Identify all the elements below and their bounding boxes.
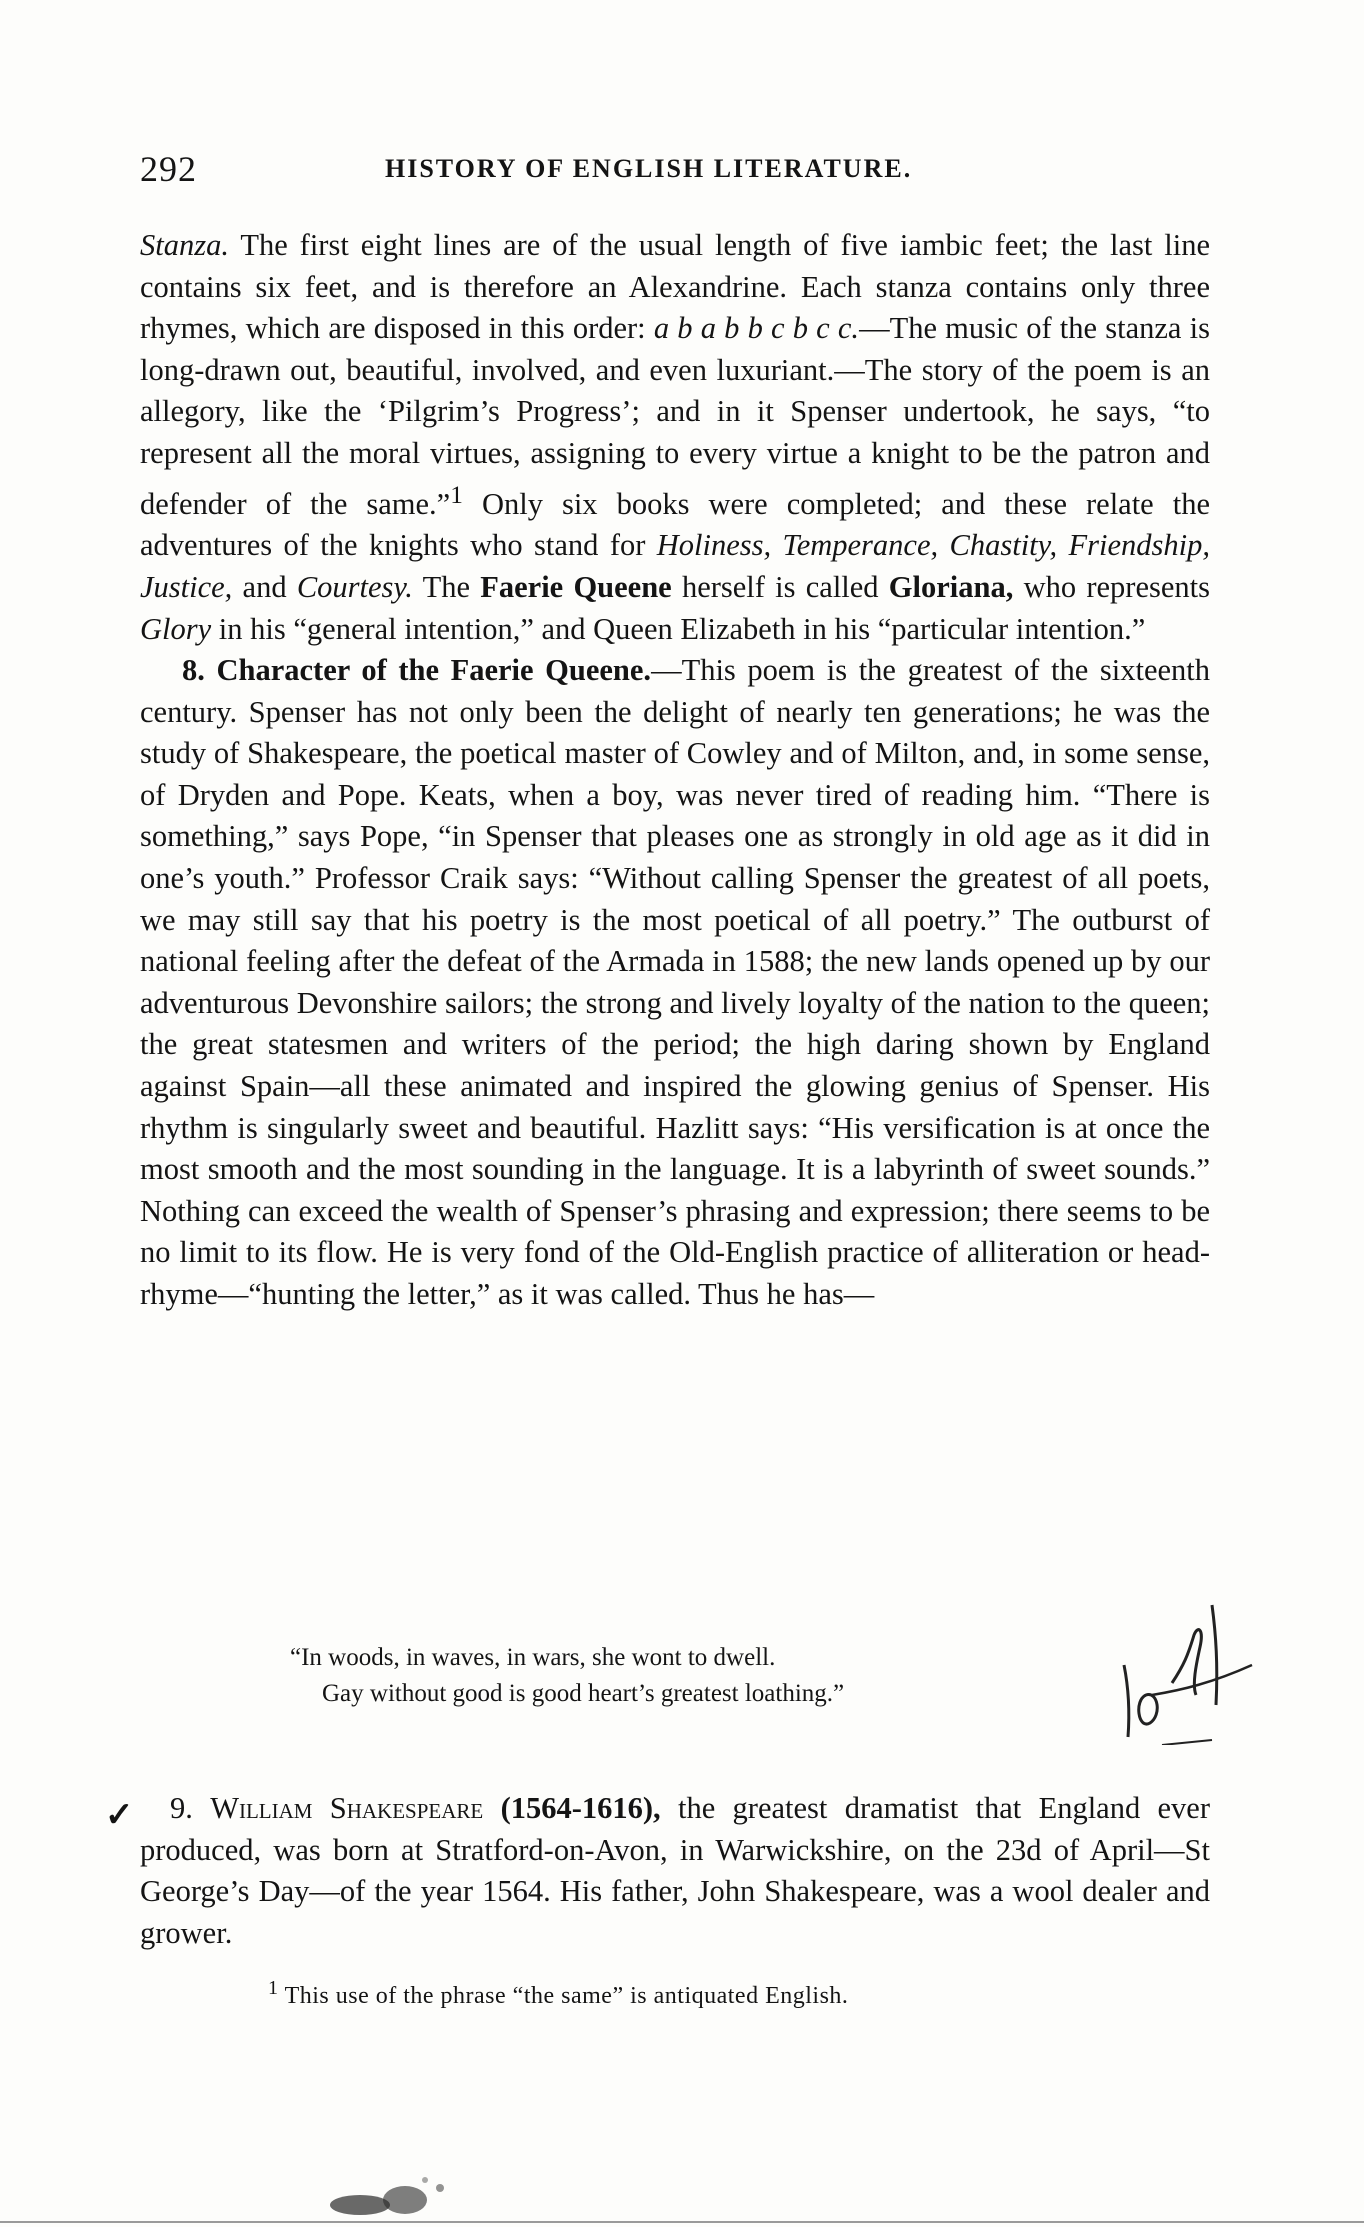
running-title: HISTORY OF ENGLISH LITERATURE. <box>385 154 913 183</box>
rhyme-scheme: a b a b b c b c c. <box>653 311 860 346</box>
paragraph-character-faerie-queene: 8. Character of the Faerie Queene.—This poem is the greatest of the sixteenth century. Spenser has not only been the delight of nearly ten generations; he was the study of Shakespeare, the poetical master of Cowley and of Milton, and, in some sense, of Dryden and Pope. Keats, when a boy, was never tired of reading him. “There is something,” says Pope, “in Spenser that pleases one as strongly in old age as it did in one’s youth.” Professor Craik says: “Without calling Spenser the greatest of all poets, we may still say that his poetry is the most poetical of all poetry.” The outburst of national feeling after the defeat of the Armada in 1588; the new lands opened up by our adventurous Devonshire sailors; the strong and lively loyalty of the nation to the queen; the great statesmen and writers of the period; the high daring shown by England against Spain—all these animated and inspired the glowing genius of Spenser. His rhythm is singularly sweet and beautiful. Hazlitt says: “His versification is at once the most smooth and the most sounding in the language. It is a labyrinth of sweet sounds.” Nothing can exceed the wealth of Spenser’s phrasing and expression; there seems to be no limit to its flow. He is very fond of the Old-English practice of alliteration or head-rhyme—“hunting the letter,” as it was called. Thus he has— <box>140 653 1210 1311</box>
courtesy-term: Courtesy. <box>296 569 413 604</box>
section-heading-8: 8. Character of the Faerie Queene. <box>182 653 652 688</box>
stanza-term: Stanza. <box>140 228 229 262</box>
footnote-marker: 1 <box>268 1977 279 1999</box>
main-text <box>140 225 1210 1316</box>
virtues-list: Holiness, Temperance, Chastity, Friendship, Justice, <box>140 528 1210 604</box>
gloriana-term: Gloriana, <box>888 569 1014 604</box>
margin-tick-mark: ✓ <box>105 1797 134 1834</box>
verse-line-2: Gay without good is good heart’s greatest loathing.” <box>322 1680 845 1707</box>
page-header <box>140 148 1220 192</box>
faerie-queene-term: Faerie Queene <box>480 569 672 604</box>
paragraph-shakespeare: 9. William Shakespeare (1564-1616), the greatest dramatist that England ever produced, was born at Stratford-on-Avon, in Warwickshire, on the 23d of April—St George’s Day—of the year 1564. His father, John Shakespeare, was a wool dealer and grower. <box>140 1791 1210 1950</box>
shakespeare-dates: (1564-1616), <box>500 1791 661 1825</box>
glory-term: Glory <box>140 611 212 646</box>
ink-smudge <box>320 2170 480 2220</box>
verse-quotation <box>290 1640 1110 1712</box>
footnote <box>268 1977 848 2010</box>
footnote-reference: 1 <box>450 480 463 509</box>
page-number: 292 <box>140 149 197 189</box>
section-number-9: 9. <box>170 1791 193 1825</box>
bottom-edge-line <box>0 2221 1364 2223</box>
footnote-text: This use of the phrase “the same” is antiquated English. <box>278 1983 849 2009</box>
shakespeare-name: William Shakespeare <box>210 1791 484 1825</box>
handwritten-annotation <box>1112 1595 1262 1745</box>
paragraph-stanza: Stanza. The first eight lines are of the usual length of five iambic feet; the last line contains six feet, and is therefore an Alexandrine. Each stanza contains only three rhymes, which are disposed in this order: a b a b b c b c c.—The music of the stanza is long-drawn out, beautiful, involved, and even luxuriant.—The story of the poem is an allegory, like the ‘Pilgrim’s Progress’; and in it Spenser undertook, he says, “to represent all the moral virtues, assigning to every virtue a knight to be the patron and defender of the same.”$^1$ Only six books were completed; and these relate the adventures of the knights who stand for Holiness, Temperance, Chastity, Friendship, Justice, and Courtesy. The Faerie Queene herself is called Gloriana, who represents Glory in his “general intention,” and Queen Elizabeth in his “particular intention.” <box>140 228 1210 646</box>
verse-line-1: “In woods, in waves, in wars, she wont to dwell. <box>290 1644 776 1671</box>
